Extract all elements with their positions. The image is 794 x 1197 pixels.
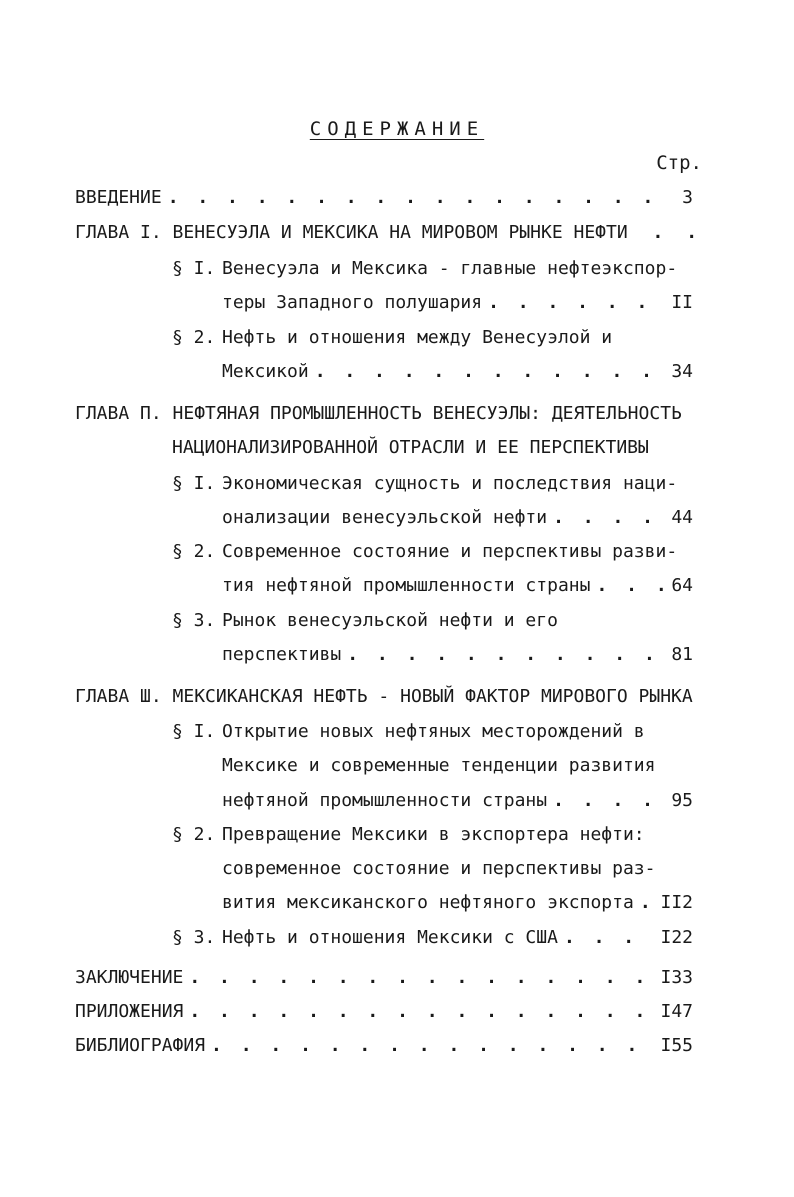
- dot-leader: [347, 643, 665, 667]
- section-number: § I.: [172, 258, 216, 279]
- entry-page: 3: [682, 187, 693, 208]
- toc-entry-chapter-3: ГЛАВА Ш. МЕКСИКАНСКАЯ НЕФТЬ - НОВЫЙ ФАКТОР МИРОВОГО РЫНКА: [75, 686, 693, 707]
- dot-leader: . .: [652, 222, 704, 243]
- toc-entry-ch3-s1: [222, 789, 693, 813]
- section-number: § I.: [172, 721, 216, 742]
- toc-entry-ch2-s2: [222, 574, 693, 598]
- section-line: Превращение Мексики в экспортера нефти:: [222, 824, 645, 845]
- page-column-label: Стр.: [656, 152, 702, 174]
- dot-leader: [553, 789, 665, 813]
- entry-page: I33: [660, 967, 693, 988]
- toc-entry-ch1-s1: [222, 291, 693, 315]
- section-line: Современное состояние и перспективы разви-: [222, 541, 678, 562]
- section-number: § 2.: [172, 327, 216, 348]
- entry-page: I22: [660, 927, 693, 948]
- dot-leader: [596, 574, 665, 598]
- dot-leader: [189, 1000, 654, 1024]
- toc-entry-ch1-s2: [222, 360, 693, 384]
- entry-label: нефтяной промышленности страны: [222, 790, 548, 811]
- entry-page: 81: [671, 644, 693, 665]
- toc-entry-chapter-1: [75, 221, 703, 245]
- entry-label: ПРИЛОЖЕНИЯ: [75, 1001, 184, 1022]
- section-line: современное состояние и перспективы раз-: [222, 858, 656, 879]
- section-number: § 2.: [172, 541, 216, 562]
- dot-leader: [211, 1034, 654, 1058]
- entry-label: ВВЕДЕНИЕ: [75, 187, 162, 208]
- section-number: § 2.: [172, 824, 216, 845]
- dot-leader: [168, 186, 676, 210]
- entry-page: 95: [671, 790, 693, 811]
- section-number: § 3.: [172, 610, 216, 631]
- section-number: § I.: [172, 473, 216, 494]
- dot-leader: [315, 360, 666, 384]
- entry-label: тия нефтяной промышленности страны: [222, 575, 591, 596]
- dot-leader: [640, 891, 655, 915]
- dot-leader: [553, 506, 665, 530]
- section-line: Экономическая сущность и последствия наци-: [222, 473, 678, 494]
- entry-label: ЗАКЛЮЧЕНИЕ: [75, 967, 184, 988]
- section-line: Венесуэла и Мексика - главные нефтеэкспор-: [222, 258, 678, 279]
- toc-entry-ch2-s1: [222, 506, 693, 530]
- toc-entry-ch3-s2: [222, 891, 693, 915]
- entry-label: вития мексиканского нефтяного экспорта: [222, 892, 634, 913]
- toc-entry-ch2-s3: [222, 643, 693, 667]
- section-line: Открытие новых нефтяных месторождений в: [222, 721, 645, 742]
- entry-page: 64: [671, 575, 693, 596]
- entry-page: II2: [660, 892, 693, 913]
- toc-entry-appendix: [75, 1000, 693, 1024]
- entry-label: теры Западного полушария: [222, 292, 483, 313]
- entry-page: 44: [671, 507, 693, 528]
- dot-leader: [564, 926, 655, 950]
- entry-page: II: [671, 292, 693, 313]
- toc-entry-chapter-2-cont: НАЦИОНАЛИЗИРОВАННОЙ ОТРАСЛИ И ЕЕ ПЕРСПЕКТИВЫ: [172, 437, 649, 458]
- section-line: Мексике и современные тенденции развития: [222, 755, 656, 776]
- toc-entry-intro: [75, 186, 693, 210]
- dot-leader: [189, 966, 654, 990]
- section-line: Рынок венесуэльской нефти и его: [222, 610, 558, 631]
- page-title: СОДЕРЖАНИЕ: [309, 118, 485, 140]
- entry-label: БИБЛИОГРАФИЯ: [75, 1035, 206, 1056]
- entry-label: Мексикой: [222, 361, 309, 382]
- entry-page: I55: [660, 1035, 693, 1056]
- entry-page: 34: [671, 361, 693, 382]
- entry-label: перспективы: [222, 644, 342, 665]
- section-number: § 3.: [172, 927, 216, 948]
- entry-label: ГЛАВА I. ВЕНЕСУЭЛА И МЕКСИКА НА МИРОВОМ РЫНКЕ НЕФТИ: [75, 222, 628, 243]
- toc-entry-bibliography: [75, 1034, 693, 1058]
- toc-entry-chapter-2: ГЛАВА П. НЕФТЯНАЯ ПРОМЫШЛЕННОСТЬ ВЕНЕСУЭЛЫ: ДЕЯТЕЛЬНОСТЬ: [75, 403, 682, 424]
- toc-entry-conclusion: [75, 966, 693, 990]
- dot-leader: [488, 291, 665, 315]
- entry-label: Нефть и отношения Мексики с США: [222, 927, 558, 948]
- toc-entry-ch3-s3: [222, 926, 693, 950]
- section-line: Нефть и отношения между Венесуэлой и: [222, 327, 613, 348]
- entry-page: I47: [660, 1001, 693, 1022]
- entry-label: онализации венесуэльской нефти: [222, 507, 548, 528]
